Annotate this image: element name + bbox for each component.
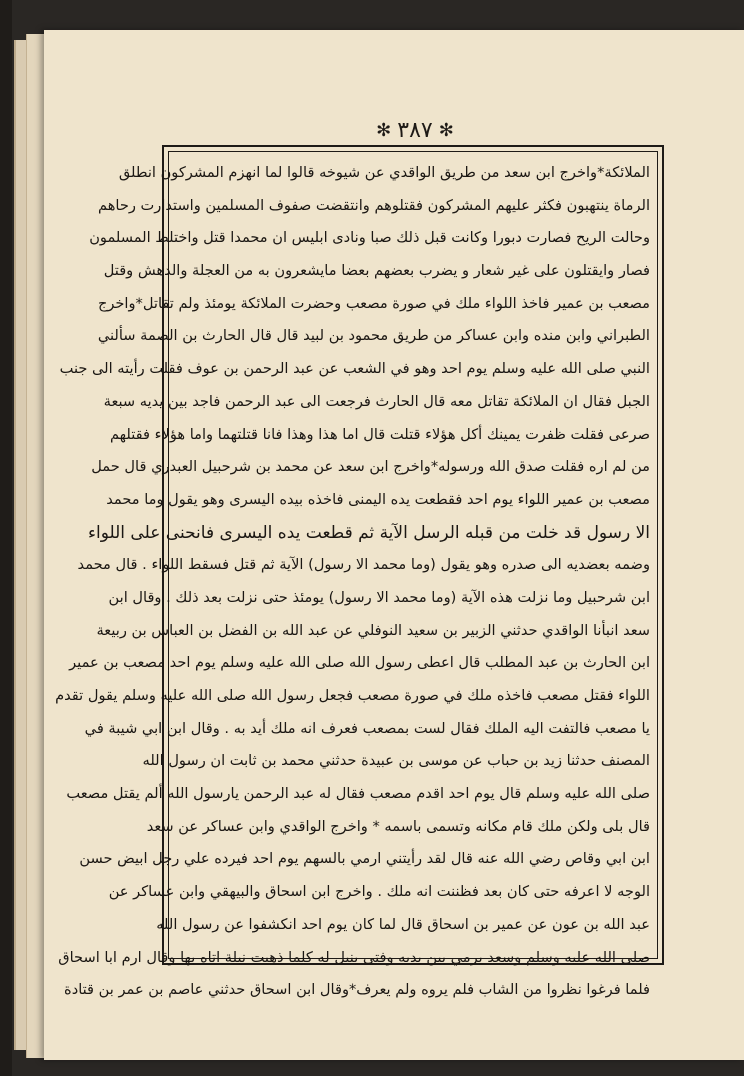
text-line: الطبراني وابن منده وابن عساكر من طريق محمود بن لبيد قال قال الحارث بن الصمة سألني: [97, 327, 650, 345]
binding-shadow: [0, 0, 12, 1076]
text-line: صرعى فقلت ظفرت يمينك أكل هؤلاء قتلت قال اما هذا وهذا فانا قتلتهما واما هؤلاء فقتلهم: [109, 425, 650, 443]
text-line: اللواء فقتل مصعب فاخذه ملك في صورة مصعب فجعل رسول الله صلى الله عليه وسلم يقول تقدم: [55, 687, 650, 704]
text-line: من لم اره فقلت صدق الله ورسوله*واخرج ابن سعد عن محمد بن شرحبيل العبدري قال حمل: [91, 458, 650, 476]
text-line: وحالت الريح فصارت دبورا وكانت قبل ذلك صبا ونادى ابليس ان محمدا قتل واختلط المسلمون: [89, 229, 650, 247]
text-line: ابن الحارث بن عبد المطلب قال اعطى رسول الله صلى الله عليه وسلم يوم احد مصعب بن عمير: [69, 654, 650, 672]
text-line: النبي صلى الله عليه وسلم يوم احد وهو في الشعب عن عبد الرحمن بن عوف فقلت رأيته الى جنب: [59, 360, 650, 378]
text-line: قال بلى ولكن ملك قام مكانه وتسمى باسمه * واخرج الواقدي وابن عساكر عن سعد: [146, 817, 650, 835]
text-line: صلى الله عليه وسلم وسعد يرمي بين يديه وفتى ينبل له كلما ذهبت نبلة اتاه بها وقال ارم ابا اسحاق: [58, 948, 650, 966]
text-line: ابن ابي وقاص رضي الله عنه قال لقد رأيتني ارمي بالسهم يوم احد فيرده علي رجل ابيض حسن: [79, 850, 650, 868]
text-line: فصار وايقتلون على غير شعار و يضرب بعضهم بعضا مايشعرون به من العجلة والدهش وقتل: [103, 262, 650, 280]
text-line: سعد انبأنا الواقدي حدثني الزبير بن سعيد النوفلي عن عبد الله بن الفضل بن العباس بن ربيعة: [96, 621, 650, 639]
text-line: الملائكة*واخرج ابن سعد من طريق الواقدي عن شيوخه قالوا لما انهزم المشركون انطلق: [118, 164, 650, 181]
text-line: مصعب بن عمير فاخذ اللواء ملك في صورة مصعب وحضرت الملائكة يومئذ ولم تقاتل*واخرج: [97, 294, 650, 312]
text-line: الا رسول قد خلت من قبله الرسل الآية ثم قطعت يده اليسرى فانحنى على اللواء: [88, 522, 650, 543]
text-line: يا مصعب فالتفت اليه الملك فقال لست بمصعب فعرف انه ملك أيد به . وقال ابن ابي شيبة في: [84, 719, 650, 737]
text-line: فلما فرغوا نظروا من الشاب فلم يروه ولم يعرف*وقال ابن اسحاق حدثني عاصم بن عمر بن قتادة: [64, 981, 650, 999]
ornament-icon: ✻: [376, 119, 392, 141]
page-number: ٣٨٧: [397, 117, 433, 143]
text-line: وضمه بعضديه الى صدره وهو يقول (وما محمد الا رسول) الآية ثم قتل فسقط اللواء . قال محمد: [77, 556, 650, 574]
text-line: الوجه لا اعرفه حتى كان بعد فظننت انه ملك . واخرج ابن اسحاق والبيهقي وابن عساكر عن: [108, 883, 650, 901]
ornament-icon: ✻: [438, 119, 454, 141]
text-body: [55, 157, 650, 999]
text-line: عبد الله بن عون عن عمير بن اسحاق قال لما كان يوم احد انكشفوا عن رسول الله: [156, 915, 650, 933]
page-header: [370, 116, 460, 144]
text-line: المصنف حدثنا زيد بن حباب عن موسى بن عبيدة حدثني محمد بن ثابت ان رسول الله: [142, 752, 650, 770]
text-line: ابن شرحبيل وما نزلت هذه الآية (وما محمد الا رسول) يومئذ حتى نزلت بعد ذلك . وقال ابن: [108, 588, 650, 606]
text-line: صلى الله عليه وسلم قال يوم احد اقدم مصعب فقال له عبد الرحمن يارسول الله ألم يقتل مصعب: [66, 785, 650, 803]
text-line: مصعب بن عمير اللواء يوم احد فقطعت يده اليمنى فاخذه بيده اليسرى وهو يقول وما محمد: [106, 490, 650, 508]
text-line: الجبل فقال ان الملائكة تقاتل معه قال الحارث فرجعت الى عبد الرحمن فاجد بين يديه سبعة: [103, 392, 650, 410]
text-line: الرماة ينتهبون فكثر عليهم المشركون فقتلوهم وانتقضت صفوف المسلمين واستدارت رحاهم: [97, 196, 650, 214]
